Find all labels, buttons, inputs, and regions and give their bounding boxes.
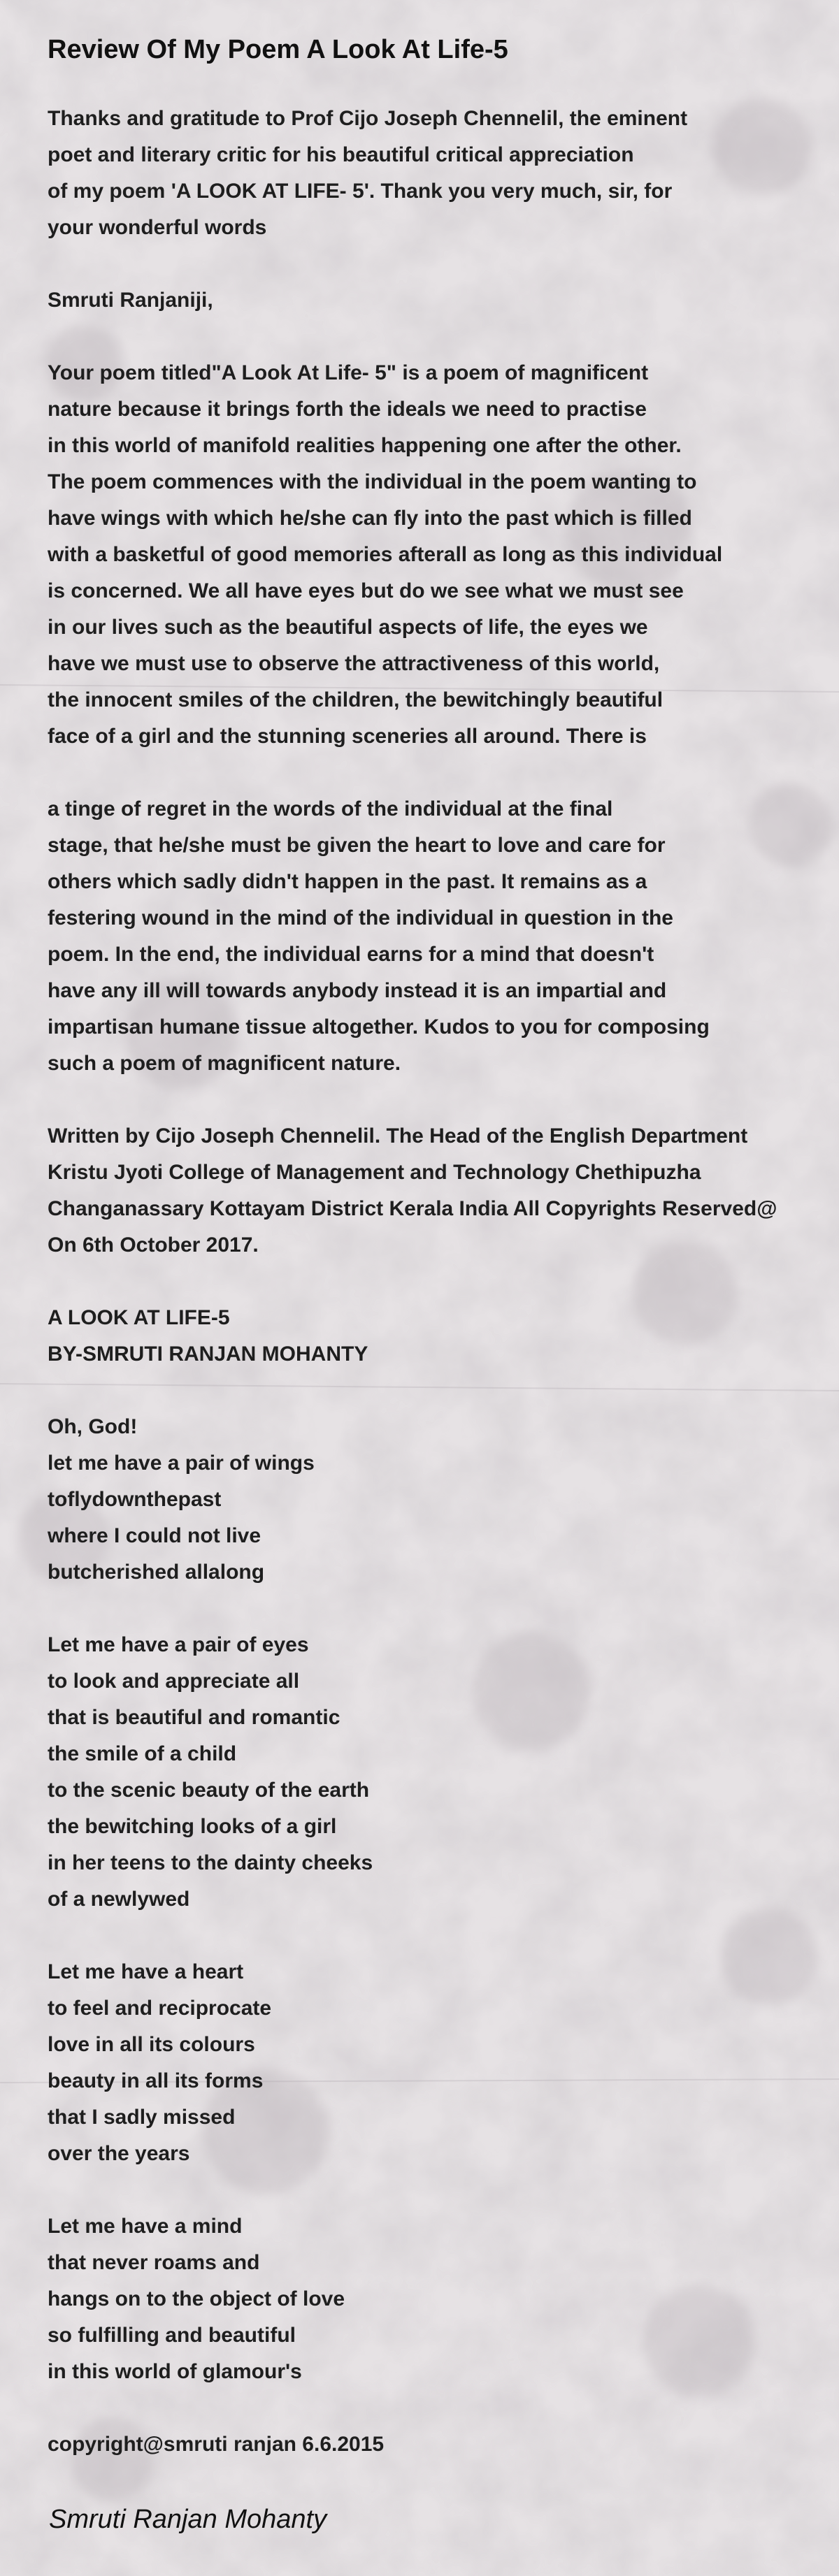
text-line: in this world of glamour's	[48, 2360, 302, 2383]
text-line: impartisan humane tissue altogether. Kudos to you for composing	[48, 1015, 710, 1039]
text-line: poet and literary critic for his beautiful critical appreciation	[48, 143, 634, 166]
text-line: poem. In the end, the individual earns for a mind that doesn't	[48, 943, 654, 966]
text-line: to look and appreciate all	[48, 1670, 300, 1693]
text-line: the innocent smiles of the children, the bewitchingly beautiful	[48, 688, 664, 711]
text-line: that never roams and	[48, 2251, 260, 2274]
text-line: A LOOK AT LIFE-5	[48, 1306, 230, 1329]
text-line: love in all its colours	[48, 2033, 255, 2056]
text-line: over the years	[48, 2142, 190, 2165]
text-line: festering wound in the mind of the individual in question in the	[48, 906, 673, 929]
text-line: face of a girl and the stunning sceneries all around. There is	[48, 725, 647, 748]
text-line: a tinge of regret in the words of the individual at the final	[48, 797, 613, 820]
blank-line	[48, 2172, 831, 2208]
text-line: Kristu Jyoti College of Management and Technology Chethipuzha	[48, 1161, 701, 1184]
blank-line	[48, 1373, 831, 1409]
blank-line	[48, 319, 831, 355]
text-line: let me have a pair of wings	[48, 1452, 315, 1475]
text-line: have we must use to observe the attractiveness of this world,	[48, 652, 660, 675]
text-line: where I could not live	[48, 1524, 261, 1547]
text-line: your wonderful words	[48, 216, 267, 239]
text-line: of a newlywed	[48, 1888, 190, 1911]
text-line: so fulfilling and beautiful	[48, 2324, 296, 2347]
text-line: Oh, God!	[48, 1415, 138, 1438]
blank-line	[48, 1082, 831, 1118]
author-signature: Smruti Ranjan Mohanty	[49, 2505, 327, 2534]
text-line: to the scenic beauty of the earth	[48, 1779, 370, 1802]
blank-line	[48, 1918, 831, 1954]
text-line: toflydownthepast	[48, 1488, 222, 1511]
text-line: Changanassary Kottayam District Kerala India All Copyrights Reserved@	[48, 1197, 777, 1220]
text-line: such a poem of magnificent nature.	[48, 1052, 401, 1075]
text-line: Thanks and gratitude to Prof Cijo Joseph Chennelil, the eminent	[48, 107, 688, 130]
poem-body	[48, 101, 831, 2463]
text-line: Your poem titled"A Look At Life- 5" is a poem of magnificent	[48, 361, 649, 384]
text-line: with a basketful of good memories afterall as long as this individual	[48, 543, 723, 566]
text-line: the bewitching looks of a girl	[48, 1815, 337, 1838]
text-line: have any ill will towards anybody instead it is an impartial and	[48, 979, 667, 1002]
text-line: others which sadly didn't happen in the past. It remains as a	[48, 870, 647, 893]
text-line: nature because it brings forth the ideals we need to practise	[48, 398, 647, 421]
text-line: BY-SMRUTI RANJAN MOHANTY	[48, 1343, 368, 1366]
text-line: beauty in all its forms	[48, 2069, 264, 2092]
text-line: to feel and reciprocate	[48, 1997, 272, 2020]
blank-line	[48, 246, 831, 282]
text-line: of my poem 'A LOOK AT LIFE- 5'. Thank you very much, sir, for	[48, 180, 673, 203]
text-line: Let me have a heart	[48, 1960, 244, 1983]
text-line: butcherished allalong	[48, 1561, 265, 1584]
blank-line	[48, 1591, 831, 1627]
text-line: in our lives such as the beautiful aspects of life, the eyes we	[48, 616, 648, 639]
text-line: Let me have a pair of eyes	[48, 1633, 309, 1656]
text-line: that I sadly missed	[48, 2106, 236, 2129]
text-line: Let me have a mind	[48, 2215, 243, 2238]
text-line: On 6th October 2017.	[48, 1233, 259, 1257]
text-line: have wings with which he/she can fly into the past which is filled	[48, 507, 692, 530]
blank-line	[48, 755, 831, 791]
text-line: stage, that he/she must be given the heart to love and care for	[48, 834, 666, 857]
text-line: copyright@smruti ranjan 6.6.2015	[48, 2433, 385, 2456]
blank-line	[48, 2390, 831, 2426]
text-line: in her teens to the dainty cheeks	[48, 1851, 373, 1874]
text-line: Smruti Ranjaniji,	[48, 289, 213, 312]
text-line: the smile of a child	[48, 1742, 237, 1765]
text-line: The poem commences with the individual in the poem wanting to	[48, 470, 697, 493]
text-line: is concerned. We all have eyes but do we see what we must see	[48, 579, 684, 602]
page-title: Review Of My Poem A Look At Life-5	[48, 35, 508, 64]
text-line: hangs on to the object of love	[48, 2287, 345, 2310]
text-line: that is beautiful and romantic	[48, 1706, 340, 1729]
text-line: in this world of manifold realities happening one after the other.	[48, 434, 682, 457]
blank-line	[48, 1264, 831, 1300]
text-line: Written by Cijo Joseph Chennelil. The Head of the English Department	[48, 1124, 748, 1148]
